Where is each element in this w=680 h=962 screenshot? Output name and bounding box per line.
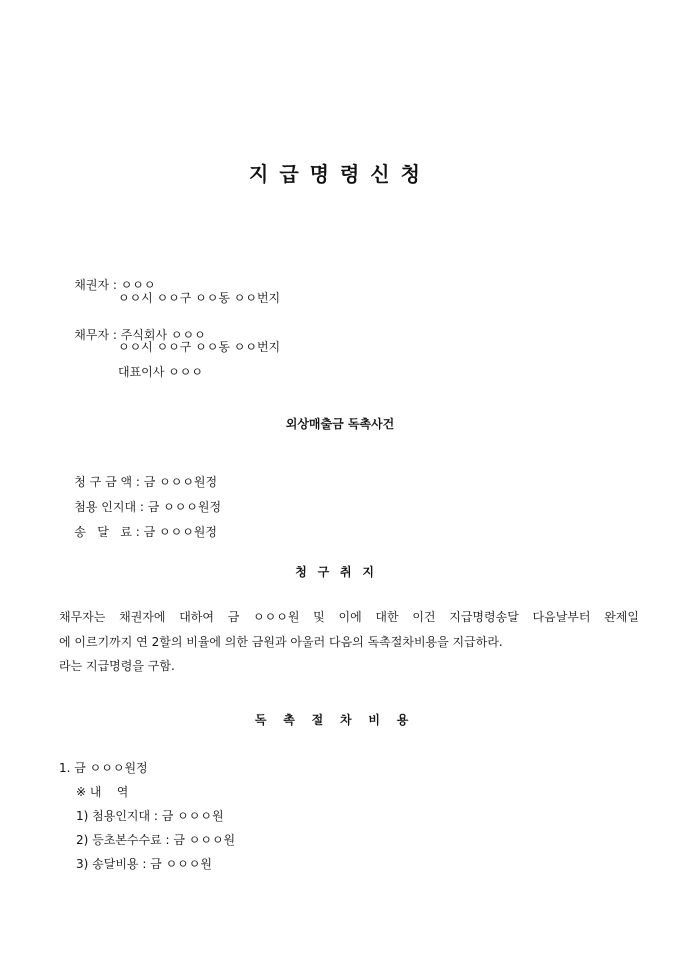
purpose-line: 채무자는 채권자에 대하여 금 ㅇㅇㅇ원 및 이에 대한 이건 지급명령송달 다음날부터 완제일 (59, 610, 639, 624)
cost-detail-label: ※ 내 역 (76, 785, 129, 799)
purpose-heading: 청구취지 (295, 565, 385, 579)
debtor-name: 주식회사 ㅇㅇㅇ (120, 328, 206, 342)
cost-item: 3) 송달비용 : 금 ㅇㅇㅇ원 (76, 857, 212, 871)
amount-value: : 금 ㅇㅇㅇ원정 (131, 525, 217, 539)
amount-label: 청 구 금 액 (74, 475, 133, 489)
amount-label: 첨용 인지대 (74, 500, 137, 514)
cost-item: 2) 등초본수수료 : 금 ㅇㅇㅇ원 (76, 833, 236, 847)
document-title: 지급명령신청 (249, 162, 431, 186)
purpose-line: 라는 지급명령을 구함. (59, 659, 175, 673)
debtor-representative: 대표이사 ㅇㅇㅇ (118, 365, 203, 379)
cost-item: 1) 첨용인지대 : 금 ㅇㅇㅇ원 (76, 809, 224, 823)
purpose-paragraph (59, 605, 639, 679)
purpose-line: 에 이르기까지 연 2할의 비율에 의한 금원과 아울러 다음의 독촉절차비용을 지급하라. (59, 634, 503, 649)
cost-total: 1. 금 ㅇㅇㅇ원정 (59, 761, 148, 775)
creditor-name: ㅇㅇㅇ (120, 278, 156, 292)
amount-value: : 금 ㅇㅇㅇ원정 (132, 475, 218, 489)
amount-label: 송 달 료 (74, 525, 132, 539)
creditor-label: 채권자 : (74, 278, 121, 292)
debtor-label: 채무자 : (74, 328, 121, 342)
creditor-address: ㅇㅇ시 ㅇㅇ구 ㅇㅇ동 ㅇㅇ번지 (118, 291, 281, 305)
case-title: 외상매출금 독촉사건 (285, 417, 395, 431)
amount-value: : 금 ㅇㅇㅇ원정 (136, 500, 222, 514)
cost-heading: 독촉절차비용 (254, 713, 426, 727)
amount-row (59, 514, 217, 550)
debtor-address: ㅇㅇ시 ㅇㅇ구 ㅇㅇ동 ㅇㅇ번지 (118, 340, 281, 354)
